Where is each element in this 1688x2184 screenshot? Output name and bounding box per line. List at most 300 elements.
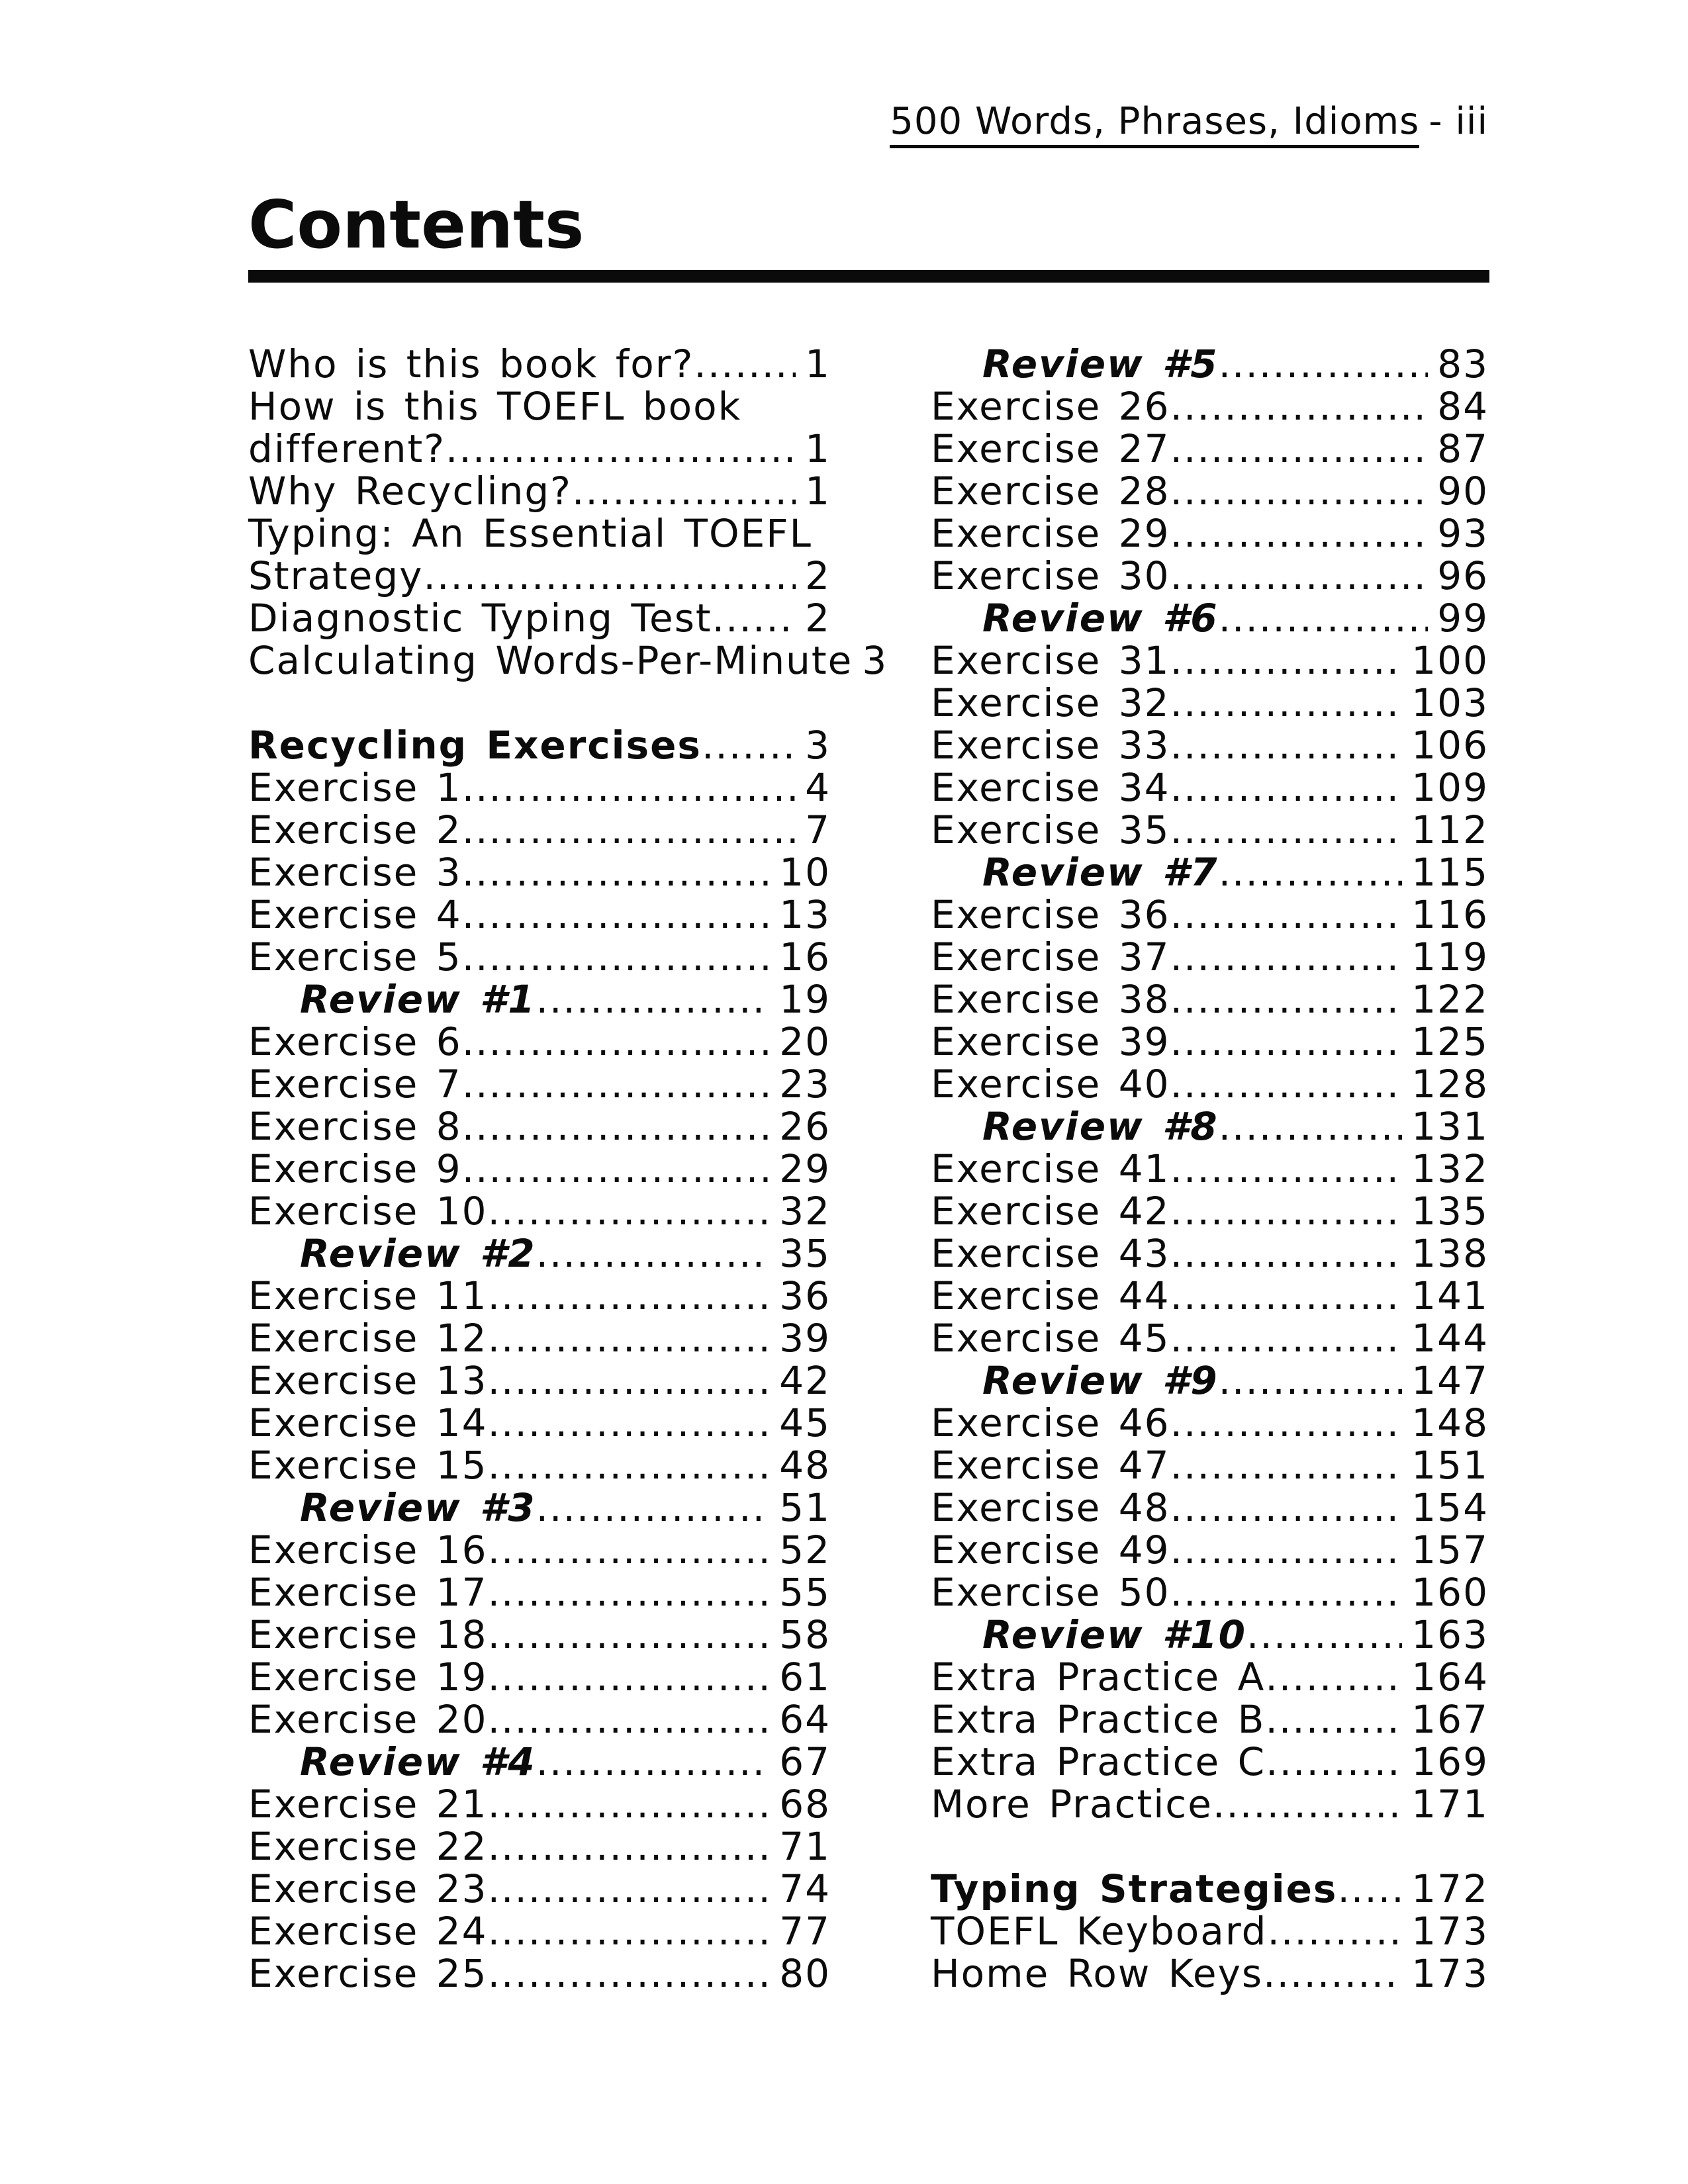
toc-entry-dot-leader — [1170, 1148, 1403, 1190]
toc-entry-page-number: 42 — [779, 1358, 831, 1403]
toc-entry-label: Exercise 28 — [931, 469, 1170, 514]
toc-entry-label: Exercise 33 — [931, 723, 1170, 768]
toc-entry — [931, 936, 1489, 978]
toc-entry-dot-leader — [1170, 1529, 1403, 1571]
toc-entry-label: Exercise 9 — [248, 1146, 462, 1191]
title-rule — [248, 270, 1489, 283]
toc-entry-dot-leader — [1170, 1444, 1403, 1486]
toc-entry — [248, 936, 831, 978]
toc-entry-dot-leader — [1219, 851, 1403, 893]
toc-entry-page-number: 151 — [1411, 1443, 1489, 1488]
toc-entry-label: Review #2 — [300, 1231, 536, 1276]
toc-entry-label: Review #1 — [300, 977, 536, 1022]
toc-entry — [248, 724, 831, 766]
toc-entry — [248, 1825, 831, 1868]
toc-entry — [931, 1741, 1489, 1783]
toc-entry-page-number: 23 — [779, 1062, 831, 1107]
toc-entry-page-number: 90 — [1437, 469, 1489, 514]
toc-entry-dot-leader — [488, 1614, 771, 1656]
toc-spacer — [931, 1825, 1489, 1868]
toc-entry-label: Diagnostic Typing Test — [248, 596, 712, 641]
toc-entry — [248, 470, 831, 512]
toc-entry-page-number: 96 — [1437, 553, 1489, 598]
toc-entry-page-number: 167 — [1411, 1697, 1489, 1742]
toc-entry-dot-leader — [488, 1529, 771, 1571]
toc-entry-dot-leader — [488, 1656, 771, 1698]
toc-entry-dot-leader — [488, 1444, 771, 1486]
toc-entry — [248, 851, 831, 893]
toc-entry-label: Exercise 32 — [931, 680, 1170, 725]
toc-entry — [931, 851, 1489, 893]
toc-entry-label: Exercise 16 — [248, 1527, 488, 1572]
toc-entry — [931, 1614, 1489, 1656]
toc-entry-label: Exercise 11 — [248, 1273, 488, 1318]
toc-entry-page-number: 13 — [779, 892, 831, 937]
toc-entry-dot-leader — [488, 1402, 771, 1444]
toc-entry-dot-leader — [1170, 1232, 1403, 1275]
toc-entry-label: Exercise 47 — [931, 1443, 1170, 1488]
toc-entry-page-number: 1 — [805, 341, 831, 387]
toc-entry-page-number: 80 — [779, 1951, 831, 1996]
toc-entry-label: Exercise 48 — [931, 1485, 1170, 1530]
toc-entry — [931, 766, 1489, 809]
toc-entry-dot-leader — [712, 597, 796, 639]
toc-entry — [248, 385, 831, 428]
toc-entry-dot-leader — [1219, 1359, 1403, 1402]
toc-entry-dot-leader — [1170, 766, 1403, 809]
toc-entry — [931, 1317, 1489, 1359]
toc-entry-label: Exercise 3 — [248, 850, 462, 895]
toc-entry-label: Exercise 43 — [931, 1231, 1170, 1276]
toc-entry — [931, 1486, 1489, 1529]
toc-entry-dot-leader — [488, 1952, 771, 1995]
toc-entry-page-number: 171 — [1411, 1782, 1489, 1827]
toc-entry-label: Exercise 25 — [248, 1951, 488, 1996]
toc-entry-dot-leader — [1170, 1486, 1403, 1529]
toc-entry-page-number: 10 — [779, 850, 831, 895]
toc-column-left — [248, 341, 888, 1996]
toc-entry-page-number: 36 — [779, 1273, 831, 1318]
toc-entry — [931, 809, 1489, 851]
toc-entry-page-number: 39 — [779, 1316, 831, 1361]
toc-entry-label: Exercise 38 — [931, 977, 1170, 1022]
toc-entry-label: Extra Practice C — [931, 1739, 1266, 1784]
toc-entry — [248, 597, 831, 639]
toc-entry — [931, 1063, 1489, 1105]
toc-entry-label: Exercise 6 — [248, 1019, 462, 1064]
toc-entry — [248, 428, 831, 470]
toc-entry-dot-leader — [462, 766, 796, 809]
toc-entry — [931, 639, 1489, 682]
toc-entry-page-number: 163 — [1411, 1612, 1489, 1657]
toc-entry-dot-leader — [1263, 1952, 1402, 1995]
toc-entry-page-number: 172 — [1411, 1866, 1489, 1911]
toc-entry — [931, 597, 1489, 639]
page-title: Contents — [248, 186, 585, 263]
toc-entry — [248, 1698, 831, 1741]
toc-entry-dot-leader — [536, 1741, 771, 1783]
toc-entry-label: Exercise 34 — [931, 765, 1170, 810]
toc-entry — [248, 1529, 831, 1571]
toc-entry-page-number: 169 — [1411, 1739, 1489, 1784]
toc-entry-page-number: 2 — [805, 553, 831, 598]
toc-entry-label: Exercise 13 — [248, 1358, 488, 1403]
toc-entry-page-number: 64 — [779, 1697, 831, 1742]
toc-entry-page-number: 144 — [1411, 1316, 1489, 1361]
toc-entry-label: Exercise 18 — [248, 1612, 488, 1657]
toc-entry-label: Exercise 45 — [931, 1316, 1170, 1361]
toc-entry-dot-leader — [1170, 809, 1403, 851]
toc-entry-dot-leader — [536, 1232, 771, 1275]
toc-entry — [248, 1486, 831, 1529]
toc-entry — [248, 1148, 831, 1190]
toc-entry-page-number: 84 — [1437, 384, 1489, 429]
toc-entry-dot-leader — [1170, 1275, 1403, 1317]
toc-entry-page-number: 173 — [1411, 1909, 1489, 1954]
toc-entry — [931, 1571, 1489, 1614]
toc-entry-page-number: 77 — [779, 1909, 831, 1954]
toc-entry — [931, 893, 1489, 936]
toc-entry-page-number: 103 — [1411, 680, 1489, 725]
toc-entry-label: Exercise 44 — [931, 1273, 1170, 1318]
toc-entry — [931, 1402, 1489, 1444]
toc-entry-dot-leader — [462, 1105, 771, 1148]
toc-entry-label: Exercise 22 — [248, 1824, 488, 1869]
toc-entry — [931, 555, 1489, 597]
toc-entry-label: Exercise 19 — [248, 1655, 488, 1700]
toc-entry-label: Exercise 46 — [931, 1400, 1170, 1445]
toc-entry-label: Why Recycling? — [248, 469, 572, 514]
toc-entry-dot-leader — [1170, 639, 1403, 682]
toc-entry-dot-leader — [488, 1825, 771, 1868]
toc-entry-dot-leader — [488, 1571, 771, 1614]
toc-entry-page-number: 115 — [1411, 850, 1489, 895]
toc-entry-label: Review #4 — [300, 1739, 536, 1784]
toc-entry-label: Exercise 39 — [931, 1019, 1170, 1064]
toc-entry-page-number: 157 — [1411, 1527, 1489, 1572]
toc-entry-page-number: 100 — [1411, 638, 1489, 683]
toc-entry — [248, 809, 831, 851]
toc-entry-page-number: 164 — [1411, 1655, 1489, 1700]
toc-entry — [931, 1698, 1489, 1741]
toc-entry-dot-leader — [488, 1190, 771, 1232]
toc-entry-label: Who is this book for? — [248, 341, 694, 387]
toc-entry-dot-leader — [462, 809, 796, 851]
toc-entry-dot-leader — [462, 851, 771, 893]
toc-entry-label: How is this TOEFL book — [248, 384, 742, 429]
toc-entry-page-number: 141 — [1411, 1273, 1489, 1318]
toc-entry-dot-leader — [488, 1359, 771, 1402]
toc-entry-page-number: 83 — [1437, 341, 1489, 387]
toc-entry-page-number: 87 — [1437, 426, 1489, 471]
toc-entry-page-number: 4 — [805, 765, 831, 810]
toc-entry-page-number: 3 — [862, 638, 888, 683]
toc-entry-label: Typing Strategies — [931, 1866, 1338, 1911]
toc-entry — [931, 724, 1489, 766]
toc-entry — [248, 1021, 831, 1063]
toc-entry-label: Exercise 17 — [248, 1570, 488, 1615]
toc-entry-page-number: 122 — [1411, 977, 1489, 1022]
toc-entry — [931, 1148, 1489, 1190]
toc-entry-dot-leader — [1213, 1783, 1402, 1825]
toc-entry-dot-leader — [1170, 724, 1403, 766]
toc-entry-dot-leader — [488, 1910, 771, 1952]
toc-entry-page-number: 51 — [779, 1485, 831, 1530]
toc-entry-page-number: 52 — [779, 1527, 831, 1572]
toc-entry — [248, 1105, 831, 1148]
toc-entry-page-number: 71 — [779, 1824, 831, 1869]
toc-entry-dot-leader — [445, 428, 796, 470]
toc-entry-page-number: 26 — [779, 1104, 831, 1149]
toc-entry-page-number: 58 — [779, 1612, 831, 1657]
toc-entry — [931, 512, 1489, 555]
toc-entry — [931, 1021, 1489, 1063]
toc-entry-dot-leader — [536, 1486, 771, 1529]
toc-entry-label: Exercise 2 — [248, 807, 462, 852]
toc-entry-page-number: 68 — [779, 1782, 831, 1827]
toc-entry — [248, 1910, 831, 1952]
toc-entry — [931, 1952, 1489, 1995]
toc-entry-label: Exercise 24 — [248, 1909, 488, 1954]
toc-entry-page-number: 131 — [1411, 1104, 1489, 1149]
toc-entry-page-number: 116 — [1411, 892, 1489, 937]
toc-entry-dot-leader — [462, 1148, 771, 1190]
toc-entry-label: Exercise 20 — [248, 1697, 488, 1742]
toc-entry-dot-leader — [1219, 597, 1429, 639]
toc-entry — [931, 1105, 1489, 1148]
toc-entry-label: Review #6 — [982, 596, 1219, 641]
toc-entry-page-number: 35 — [779, 1231, 831, 1276]
toc-entry-dot-leader — [1219, 1105, 1403, 1148]
toc-entry — [931, 1232, 1489, 1275]
toc-entry-dot-leader — [1170, 936, 1403, 978]
toc-entry-label: Exercise 31 — [931, 638, 1170, 683]
toc-entry-label: Exercise 29 — [931, 511, 1170, 556]
toc-entry-label: Extra Practice B — [931, 1697, 1266, 1742]
toc-entry-dot-leader — [1170, 978, 1403, 1021]
toc-entry — [248, 1656, 831, 1698]
toc-column-right — [931, 343, 1489, 1995]
toc-entry-label: Review #7 — [982, 850, 1219, 895]
toc-entry-dot-leader — [462, 1021, 771, 1063]
toc-entry — [931, 470, 1489, 512]
toc-entry-dot-leader — [536, 978, 771, 1021]
toc-entry-label: Exercise 49 — [931, 1527, 1170, 1572]
toc-entry-label: Extra Practice A — [931, 1655, 1266, 1700]
toc-entry-label: Review #8 — [982, 1104, 1219, 1149]
toc-entry-page-number: 160 — [1411, 1570, 1489, 1615]
toc-entry-page-number: 138 — [1411, 1231, 1489, 1276]
toc-entry-label: Exercise 21 — [248, 1782, 488, 1827]
toc-entry-dot-leader — [1246, 1614, 1402, 1656]
toc-entry-page-number: 61 — [779, 1655, 831, 1700]
toc-entry-page-number: 106 — [1411, 723, 1489, 768]
toc-entry-dot-leader — [462, 936, 771, 978]
toc-entry — [931, 1910, 1489, 1952]
toc-entry-dot-leader — [1170, 555, 1429, 597]
toc-entry — [248, 1868, 831, 1910]
toc-entry-page-number: 45 — [779, 1400, 831, 1445]
toc-entry-label: Exercise 26 — [931, 384, 1170, 429]
toc-entry-label: Exercise 50 — [931, 1570, 1170, 1615]
toc-entry-dot-leader — [1170, 1571, 1403, 1614]
running-header-book-title: 500 Words, Phrases, Idioms — [890, 100, 1419, 148]
toc-entry-dot-leader — [1265, 1698, 1402, 1741]
toc-entry-page-number: 74 — [779, 1866, 831, 1911]
toc-entry-dot-leader — [462, 1063, 771, 1105]
toc-entry-label: Review #10 — [982, 1612, 1246, 1657]
toc-entry — [248, 1571, 831, 1614]
toc-entry — [931, 385, 1489, 428]
toc-entry-label: Exercise 30 — [931, 553, 1170, 598]
toc-entry-label: Exercise 40 — [931, 1062, 1170, 1107]
toc-entry-label: TOEFL Keyboard — [931, 1909, 1268, 1954]
toc-entry — [248, 1359, 831, 1402]
toc-entry-label: Strategy — [248, 553, 424, 598]
toc-entry-label: Exercise 15 — [248, 1443, 488, 1488]
toc-entry — [248, 555, 831, 597]
toc-entry — [248, 1614, 831, 1656]
toc-entry — [931, 428, 1489, 470]
toc-entry — [248, 978, 831, 1021]
toc-entry-dot-leader — [488, 1317, 771, 1359]
toc-entry-page-number: 7 — [805, 807, 831, 852]
toc-entry-dot-leader — [1170, 1402, 1403, 1444]
toc-entry-label: Exercise 42 — [931, 1189, 1170, 1234]
toc-entry-label: Exercise 14 — [248, 1400, 488, 1445]
toc-entry-label: Review #5 — [982, 341, 1219, 387]
running-header — [890, 101, 1488, 143]
toc-entry-dot-leader — [1170, 512, 1429, 555]
toc-entry-label: Exercise 37 — [931, 934, 1170, 979]
toc-entry-page-number: 128 — [1411, 1062, 1489, 1107]
toc-entry — [248, 1275, 831, 1317]
toc-entry-page-number: 154 — [1411, 1485, 1489, 1530]
toc-entry — [248, 1232, 831, 1275]
toc-entry-page-number: 29 — [779, 1146, 831, 1191]
toc-entry-dot-leader — [1337, 1868, 1402, 1910]
toc-entry — [931, 682, 1489, 724]
toc-entry-page-number: 109 — [1411, 765, 1489, 810]
toc-entry-page-number: 67 — [779, 1739, 831, 1784]
toc-entry-page-number: 135 — [1411, 1189, 1489, 1234]
toc-entry-dot-leader — [488, 1275, 771, 1317]
toc-entry-label: Review #3 — [300, 1485, 536, 1530]
toc-entry — [931, 1783, 1489, 1825]
toc-entry — [248, 1317, 831, 1359]
toc-entry-dot-leader — [1170, 1063, 1403, 1105]
toc-entry-label: Exercise 10 — [248, 1189, 488, 1234]
toc-entry-dot-leader — [702, 724, 796, 766]
toc-entry-dot-leader — [1267, 1910, 1402, 1952]
toc-entry-page-number: 112 — [1411, 807, 1489, 852]
toc-entry — [248, 1783, 831, 1825]
toc-entry-label: Exercise 7 — [248, 1062, 462, 1107]
toc-entry-label: Exercise 12 — [248, 1316, 488, 1361]
toc-entry-label: Exercise 27 — [931, 426, 1170, 471]
toc-entry — [931, 1868, 1489, 1910]
toc-entry-dot-leader — [488, 1783, 771, 1825]
toc-entry-label: Exercise 4 — [248, 892, 462, 937]
toc-entry-page-number: 147 — [1411, 1358, 1489, 1403]
toc-entry-dot-leader — [1170, 1021, 1403, 1063]
toc-entry — [248, 1952, 831, 1995]
toc-entry-dot-leader — [488, 1698, 771, 1741]
toc-entry — [931, 1275, 1489, 1317]
toc-entry — [248, 1444, 831, 1486]
toc-spacer — [248, 682, 831, 724]
toc-entry-dot-leader — [1170, 1190, 1403, 1232]
toc-entry-dot-leader — [572, 470, 796, 512]
toc-entry-label: Recycling Exercises — [248, 723, 702, 768]
toc-entry — [248, 1741, 831, 1783]
toc-entry-dot-leader — [694, 343, 796, 385]
toc-entry-dot-leader — [462, 893, 771, 936]
running-header-page-number: - iii — [1429, 100, 1488, 143]
toc-entry — [248, 512, 831, 555]
toc-entry-page-number: 93 — [1437, 511, 1489, 556]
toc-entry — [248, 1063, 831, 1105]
toc-entry-label: Exercise 23 — [248, 1866, 488, 1911]
toc-entry-page-number: 32 — [779, 1189, 831, 1234]
toc-entry-page-number: 16 — [779, 934, 831, 979]
toc-entry-dot-leader — [1219, 343, 1429, 385]
toc-entry-label: Review #9 — [982, 1358, 1219, 1403]
toc-entry-page-number: 132 — [1411, 1146, 1489, 1191]
toc-entry-dot-leader — [424, 555, 796, 597]
toc-entry — [931, 1190, 1489, 1232]
toc-entry-page-number: 125 — [1411, 1019, 1489, 1064]
toc-entry-label: Exercise 8 — [248, 1104, 462, 1149]
toc-entry — [248, 893, 831, 936]
toc-entry — [931, 343, 1489, 385]
toc-entry-label: different? — [248, 426, 445, 471]
toc-entry-dot-leader — [1170, 470, 1429, 512]
toc-entry-dot-leader — [1265, 1656, 1402, 1698]
toc-entry-label: Exercise 5 — [248, 934, 462, 979]
toc-entry — [931, 1529, 1489, 1571]
toc-entry-page-number: 148 — [1411, 1400, 1489, 1445]
toc-entry-label: Exercise 36 — [931, 892, 1170, 937]
toc-entry — [248, 1190, 831, 1232]
toc-entry-page-number: 1 — [805, 426, 831, 471]
toc-entry-label: Home Row Keys — [931, 1951, 1264, 1996]
toc-entry-dot-leader — [1170, 893, 1403, 936]
toc-entry-label: Exercise 1 — [248, 765, 462, 810]
toc-entry-page-number: 20 — [779, 1019, 831, 1064]
toc-entry — [248, 766, 831, 809]
toc-entry-dot-leader — [1266, 1741, 1402, 1783]
toc-entry-dot-leader — [1170, 1317, 1403, 1359]
toc-entry — [931, 1359, 1489, 1402]
toc-entry-page-number: 173 — [1411, 1951, 1489, 1996]
toc-entry-dot-leader — [1170, 428, 1429, 470]
toc-entry-dot-leader — [1170, 385, 1429, 428]
toc-entry-page-number: 3 — [805, 723, 831, 768]
toc-entry-label: Exercise 35 — [931, 807, 1170, 852]
toc-entry — [931, 1444, 1489, 1486]
toc-entry — [931, 978, 1489, 1021]
toc-entry-label: More Practice — [931, 1782, 1213, 1827]
toc-entry — [248, 638, 888, 683]
toc-entry-page-number: 1 — [805, 469, 831, 514]
toc-entry — [931, 1656, 1489, 1698]
toc-entry-page-number: 48 — [779, 1443, 831, 1488]
toc-entry-label: Exercise 41 — [931, 1146, 1170, 1191]
toc-entry-label: Typing: An Essential TOEFL — [248, 511, 812, 556]
toc-entry-page-number: 119 — [1411, 934, 1489, 979]
toc-entry — [248, 343, 831, 385]
